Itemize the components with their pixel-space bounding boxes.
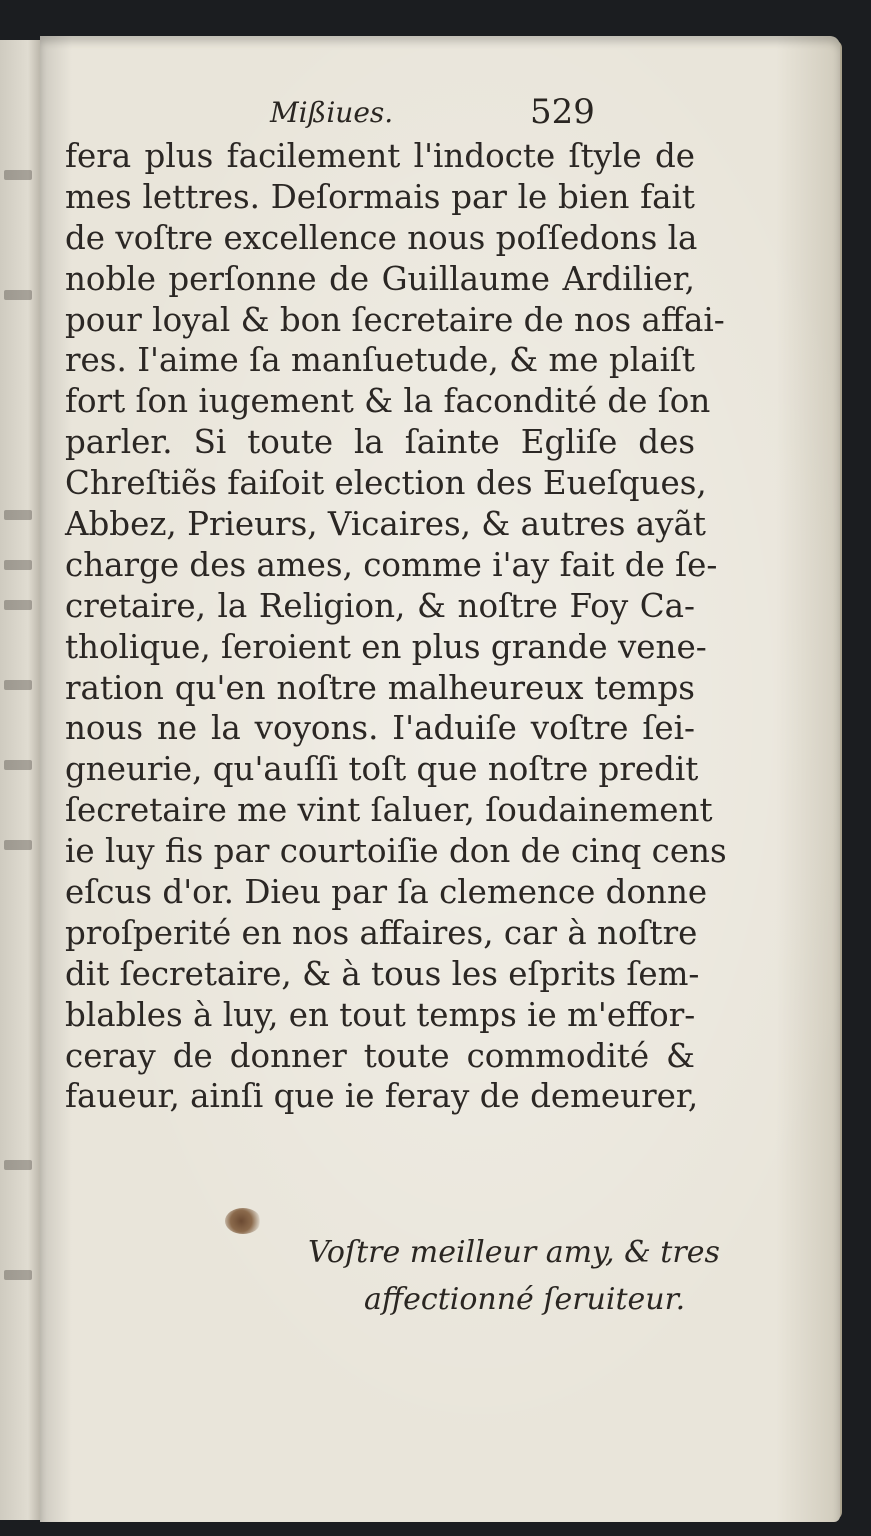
- bleed-through-mark: [4, 290, 32, 300]
- text-line: cretaire, la Religion, & noſtre Foy Ca-: [65, 586, 695, 625]
- bleed-through-mark: [4, 760, 32, 770]
- bleed-through-mark: [4, 840, 32, 850]
- text-line: ſecretaire me vint ſaluer, ſoudainement: [65, 791, 713, 830]
- page-header: [270, 92, 691, 136]
- text-line: ceray de donner toute commodité &: [65, 1036, 695, 1075]
- text-line: proſperité en nos affaires, car à noſtre: [65, 913, 698, 952]
- text-line: charge des ames, comme i'ay fait de ſe-: [65, 545, 718, 584]
- bleed-through-mark: [4, 600, 32, 610]
- signature-line-2: affectionné ſeruiteur.: [364, 1282, 686, 1317]
- text-line: mes lettres. Deſormais par le bien fait: [65, 177, 695, 216]
- facing-page-edge: [0, 40, 42, 1520]
- text-line: fort ſon iugement & la facondité de ſon: [65, 382, 711, 421]
- running-title: Mißiues.: [270, 96, 394, 129]
- bleed-through-mark: [4, 680, 32, 690]
- letter-body: [65, 136, 727, 1117]
- text-line: tholique, ſeroient en plus grande vene-: [65, 627, 707, 666]
- text-line: ration qu'en noſtre malheureux temps: [65, 668, 695, 707]
- text-line: ie luy fis par courtoiſie don de cinq cens: [65, 832, 727, 871]
- text-line: fera plus facilement l'indocte ſtyle de: [65, 137, 695, 175]
- bleed-through-mark: [4, 1270, 32, 1280]
- text-line: de voſtre excellence nous poſſedons la: [65, 218, 698, 257]
- text-line: gneurie, qu'auſſi toſt que noſtre predit: [65, 750, 699, 789]
- text-line: eſcus d'or. Dieu par ſa clemence donne: [65, 873, 708, 912]
- text-line: parler. Si toute la ſainte Egliſe des: [65, 423, 695, 462]
- text-line: nous ne la voyons. I'aduiſe voſtre ſei-: [65, 709, 695, 748]
- signature-line-1: Voſtre meilleur amy, & tres: [308, 1235, 720, 1270]
- text-line: res. I'aime ſa manſuetude, & me plaiſt: [65, 341, 695, 380]
- page-number: 529: [530, 92, 595, 132]
- text-line: faueur, ainſi que ie feray de demeurer,: [65, 1077, 699, 1116]
- text-line: noble perſonne de Guillaume Ardilier,: [65, 259, 695, 298]
- ink-stain: [225, 1208, 261, 1234]
- bleed-through-mark: [4, 1160, 32, 1170]
- text-line: blables à luy, en tout temps ie m'effor-: [65, 995, 696, 1034]
- bleed-through-mark: [4, 560, 32, 570]
- text-line: Abbez, Prieurs, Vicaires, & autres ayãt: [65, 505, 706, 544]
- text-line: dit ſecretaire, & à tous les eſprits ſem-: [65, 954, 700, 993]
- text-line: pour loyal & bon ſecretaire de nos affai-: [65, 300, 725, 339]
- bleed-through-mark: [4, 510, 32, 520]
- text-line: Chreſtiẽs faiſoit election des Eueſques,: [65, 464, 707, 503]
- bleed-through-mark: [4, 170, 32, 180]
